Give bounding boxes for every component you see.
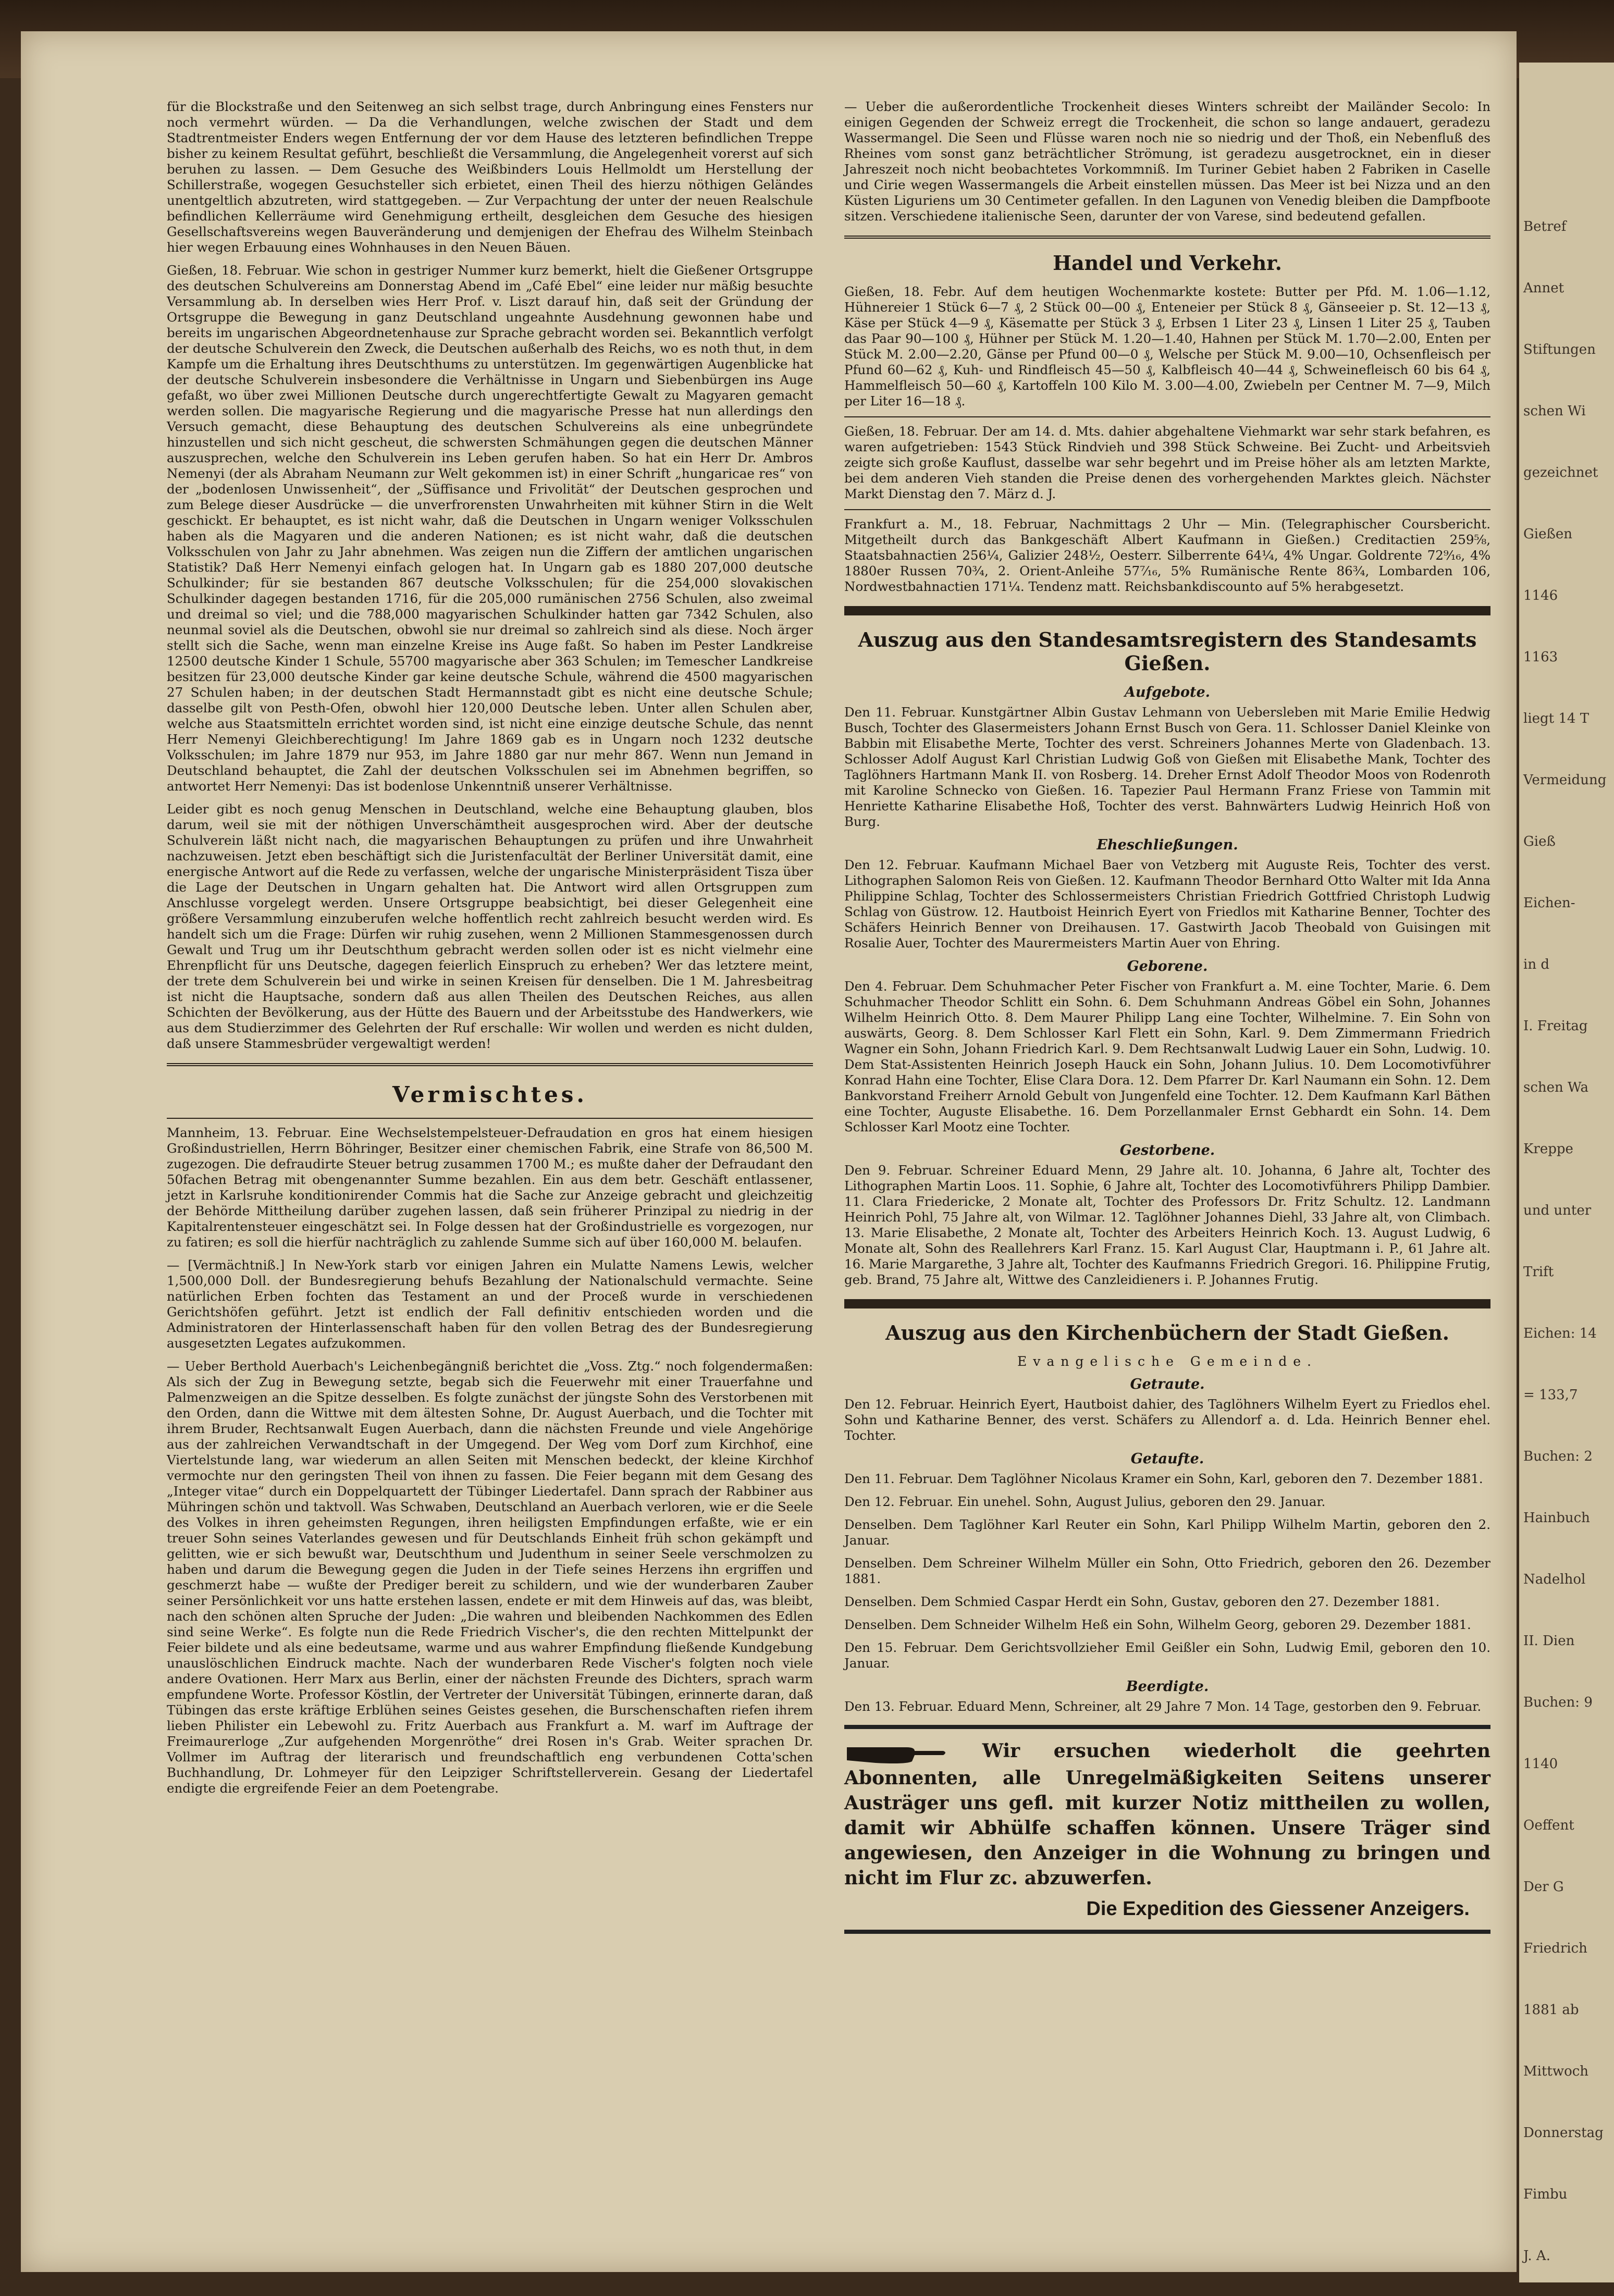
subheading: Beerdigte. [1126,1678,1209,1695]
article-paragraph: Frankfurt a. M., 18. Februar, Nachmittags 2 Uhr — Min. (Telegraphischer Coursbericht. Mitgetheilt durch das Bankgeschäft Albert Kaufmann in Gießen.) Creditactien 259⅝, Staatsbahnactien 256¼, Galizier 248½, Oesterr. Silberrente 64¼, 4% Ungar. Goldrente 72⁹⁄₁₆, 4% 1880er Russen 70¾, 2. Orient-Anleihe 57⁷⁄₁₆, 5% Rumänische Rente 86¾, Lombarden 106, Nordwestbahnactien 171¼. Tendenz matt. Reichsbankdiscounto auf 5% herabgesetzt. [844,516,1490,594]
article-paragraph: Gießen, 18. Febr. Auf dem heutigen Wochenmarkte kostete: Butter per Pfd. M. 1.06—1.12, Hühnereier 1 Stück 6—7 ₰, 2 Stück 00—00 ₰, Enteneier per Stück 8 ₰, Gänseeier p. St. 12—13 ₰, Käse per Stück 4—9 ₰, Käsematte per Stück 3 ₰, Erbsen 1 Liter 23 ₰, Linsen 1 Liter 25 ₰, Tauben das Paar 90—100 ₰, Hühner per Stück M. 1.20—1.40, Hahnen per Stück M. 1.70—2.00, Enten per Stück M. 2.00—2.20, Gänse per Pfund 00—0 ₰, Welsche per Stück M. 9.00—10, Ochsenfleisch per Pfund 60—62 ₰, Kuh- und Rindfleisch 45—50 ₰, Kalbfleisch 40—44 ₰, Schweinefleisch 60 bis 64 ₰, Hammelfleisch 50—60 ₰, Kartoffeln 100 Kilo M. 3.00—4.00, Zwiebeln per Centner M. 7—9, Milch per Liter 16—18 ₰. [844,284,1490,409]
edge-text-fragment: in d [1523,957,1549,972]
edge-text-fragment: Stiftungen [1523,342,1596,357]
article-paragraph: Gießen, 18. Februar. Wie schon in gestriger Nummer kurz bemerkt, hielt die Gießener Ortsgruppe des deutschen Schulvereins am Donnerstag Abend im „Café Ebel“ eine leider nur mäßig besuchte Versammlung ab. In derselben wies Herr Prof. v. Liszt darauf hin, daß seit der Gründung der Ortsgruppe die Bewegung in ganz Deutschland ungeahnte Ausdehnung gewonnen habe und bereits im ungarischen Abgeordnetenhause zur Sprache gebracht worden sei. Bekanntlich verfolgt der deutsche Schulverein den Zweck, die Deutschen außerhalb des Reichs, wo es noth thut, in dem Kampfe um die Erhaltung ihres Deutschthums zu unterstützen. Im gegenwärtigen Augenblicke hat der deutsche Schulverein insbesondere die Verhältnisse in Ungarn und Siebenbürgen ins Auge gefaßt, wo über zwei Millionen Deutsche durch ungerechtfertigte Gewalt zu Magyaren gemacht werden sollen. Die magyarische Regierung und die magyarische Presse hat nun allerdings den Versuch gemacht, diese Behauptung des deutschen Schulvereins als eine unbegründete hinzustellen und sich nicht gescheut, die schwersten Schmähungen gegen die deutschen Männer auszusprechen, welche den Schulverein ins Leben gerufen haben. So hat ein Herr Dr. Ambros Nemenyi (der als Abraham Neumann zur Welt gekommen ist) in einer Schrift „hungaricae res“ von der „bodenlosen Unwissenheit“, der „Süffisance und Frivolität“ der Deutschen gesprochen und zum Belege dieser Ausdrücke — die unverfrorensten Unwahrheiten mit kühner Stirn in die Welt geschickt. Er behauptet, es ist nicht wahr, daß die Deutschen in Ungarn weniger Volksschulen haben als die Magyaren und die anderen Nationen; es ist nicht wahr, daß die deutschen Volksschulen von Jahr zu Jahr abnehmen. Was zeigen nun die Ziffern der amtlichen ungarischen Statistik? Daß Herr Nemenyi einfach gelogen hat. In Ungarn gab es 1880 207,000 deutsche Schulkinder; für sie bestanden 867 deutsche Volksschulen; für die 254,000 slovakischen Schulkinder dagegen bestanden 1716, für die 205,000 rumänischen 2756 Schulen, also zweimal und dreimal so viel; und die 788,000 magyarischen Schulkinder hatten gar 7342 Schulen, also neunmal soviel als die Deutschen, obwohl sie nur dreimal so zahlreich sind als diese. Noch ärger stellt sich die Sache, wenn man einzelne Kreise ins Auge faßt. So haben im Pester Landkreise 12500 deutsche Kinder 1 Schule, 55700 magyarische aber 363 Schulen; im Temescher Landkreise besitzen für 23,000 deutsche Kinder gar keine deutsche Schule, während die 4500 magyarischen 27 Schulen haben; in der deutschen Stadt Hermannstadt gibt es nicht eine deutsche Schule; dasselbe gilt von Pesth-Ofen, obwohl hier 120,000 Deutsche leben. Unter allen Schulen aber, welche aus Staatsmitteln errichtet worden sind, ist nicht eine einzige deutsche Schule, das nennt Herr Nemenyi Gleichberechtigung! Im Jahre 1869 gab es in Ungarn noch 1232 deutsche Volksschulen; im Jahre 1879 nur 953, im Jahre 1880 gar nur mehr 867. Wenn nun Jemand in Deutschland behauptet, die Zahl der deutschen Volksschulen sei im Abnehmen begriffen, so antwortet Herr Nemenyi: Das ist bodenlose Unkenntniß unserer Verhältnisse. [167,263,813,794]
edge-text-fragment: Betref [1523,219,1567,234]
article-paragraph: Den 15. Februar. Dem Gerichtsvollzieher Emil Geißler ein Sohn, Ludwig Emil, geboren den 10. Januar. [844,1640,1490,1671]
divider [167,1063,813,1066]
edge-text-fragment: Eichen: 14 [1523,1326,1597,1341]
article-paragraph: Denselben. Dem Schmied Caspar Herdt ein Sohn, Gustav, geboren den 27. Dezember 1881. [844,1594,1440,1609]
subheading: Aufgebote. [1124,684,1211,700]
article-paragraph: für die Blockstraße und den Seitenweg an sich selbst trage, durch Anbringung eines Fensters nur noch vermehrt würden. — Da die Verhandlungen, welche zwischen der Stadt und dem Stadtrentmeister Enders wegen Entfernung der vor dem Hause des letzteren befindlichen Treppe bisher zu keinem Resultat geführt, beschließt die Versammlung, die Angelegenheit vorerst auf sich beruhen zu lassen. — Dem Gesuche des Weißbinders Louis Hellmoldt um Herstellung der Schillerstraße, wogegen Gesuchsteller sich erbietet, einen Theil des hierzu nöthigen Geländes unentgeltlich abzutreten, wird stattgegeben. — Zur Verpachtung der unter der neuen Realschule befindlichen Kellerräume wird Genehmigung ertheilt, desgleichen dem Gesuche des hiesigen Gesellschaftsvereins wegen Bauveränderung und demjenigen der Ehefrau des Wilhelm Steinbach hier wegen Erbauung eines Wohnhauses in den Neuen Bäuen. [167,99,813,255]
edge-text-fragment: gezeichnet [1523,465,1598,480]
edge-text-fragment: Nadelhol [1523,1572,1586,1587]
article-paragraph: Leider gibt es noch genug Menschen in Deutschland, welche eine Behauptung glauben, blos darum, weil sie mit der nöthigen Unverschämtheit ausgesprochen wird. Aber der deutsche Schulverein läßt nicht nach, die magyarischen Behauptungen zu prüfen und ihre Unwahrheit nachzuweisen. Jetzt eben beschäftigt sich die Juristenfacultät der Berliner Universität damit, eine energische Antwort auf die Rede zu verfassen, welche der ungarische Ministerpräsident Tisza über die Lage der Deutschen in Ungarn gehalten hat. Die Antwort wird allen Ortsgruppen zum Anschlusse vorgelegt werden. Unsere Ortsgruppe beabsichtigt, bei dieser Gelegenheit eine größere Versammlung einzuberufen welche hoffentlich recht zahlreich besucht werden wird. Es handelt sich um die Frage: Dürfen wir ruhig zusehen, wenn 2 Millionen Stammesgenossen durch Gewalt und Trug um ihr Deutschthum gebracht werden sollen oder ist es nicht vielmehr eine Ehrenpflicht für uns Deutsche, dagegen feierlich Einspruch zu erheben? Wer das letztere meint, der trete dem Schulverein bei und wirke in seinen Kreisen für denselben. Die 1 M. Jahresbeitrag ist nicht die Hauptsache, sondern daß aus allen Theilen des Deutschen Reiches, aus allen Schichten der Bevölkerung, aus der Hütte des Bauern und der Arbeitsstube des Handwerkers, wie aus dem Studierzimmer des Gelehrten der Ruf erschalle: Wir wollen und werden es nicht dulden, daß unsere Stammesbrüder vergewaltigt werden! [167,801,813,1051]
article-paragraph: Den 12. Februar. Ein unehel. Sohn, August Julius, geboren den 29. Januar. [844,1494,1326,1509]
edge-text-fragment: Trift [1523,1264,1554,1280]
left-column [167,99,813,1804]
notice-signature: Die Expedition des Giessener Anzeigers. [1086,1898,1470,1920]
article-paragraph: Gießen, 18. Februar. Der am 14. d. Mts. dahier abgehaltene Viehmarkt war sehr stark befahren, es waren aufgetrieben: 1543 Stück Rindvieh und 398 Stück Schweine. Bei Zucht- und Arbeitsvieh zeigte sich große Kauflust, dasselbe war sehr begehrt und im Preise höher als am letzten Markte, bei dem anderen Vieh standen die Preise denen des vorhergehenden Marktes gleich. Nächster Markt Dienstag den 7. März d. J. [844,424,1490,501]
edge-text-fragment: II. Dien [1523,1633,1575,1649]
article-paragraph: Den 12. Februar. Heinrich Eyert, Hautboist dahier, des Taglöhners Wilhelm Eyert zu Friedlos ehel. Sohn und Katharine Benner, des verst. Schäfers zu Allendorf a. d. Lda. Heinrich Benner ehel. Tochter. [844,1397,1490,1443]
edge-text-fragment: Buchen: 9 [1523,1695,1593,1710]
article-paragraph: Denselben. Dem Schreiner Wilhelm Müller ein Sohn, Otto Friedrich, geboren den 26. Dezember 1881. [844,1556,1490,1586]
article-paragraph: Den 4. Februar. Dem Schuhmacher Peter Fischer von Frankfurt a. M. eine Tochter, Marie. 6. Dem Schuhmacher Theodor Schlitt ein Sohn. 6. Dem Schuhmann Andreas Göbel ein Sohn, Johannes Wilhelm Heinrich Otto. 8. Dem Maurer Philipp Lang eine Tochter, Wilhelmine. 7. Ein Sohn von auswärts, Georg. 8. Dem Schlosser Karl Flett ein Sohn, Karl. 9. Dem Zimmermann Friedrich Wagner ein Sohn, Johann Friedrich Karl. 9. Dem Rechtsanwalt Ludwig Lauer ein Sohn, Ludwig. 10. Dem Stat-Assistenten Heinrich Joseph Hauck ein Sohn, Johann Julius. 10. Dem Locomotivführer Konrad Hahn eine Tochter, Elise Clara Dora. 12. Dem Pfarrer Dr. Karl Naumann ein Sohn. 12. Dem Bankvorstand Freiherr Arnold Gebult von Jungenfeld eine Tochter. 12. Dem Kaufmann Karl Bäthen eine Tochter, Auguste Elisabethe. 16. Dem Porzellanmaler Ernst Gebhardt ein Sohn. 14. Dem Schlosser Karl Mootz eine Tochter. [844,979,1490,1134]
divider [844,236,1490,239]
edge-text-fragment: 1146 [1523,588,1558,603]
edge-text-fragment: und unter [1523,1203,1592,1218]
subheading: Evangelische Gemeinde. [1017,1354,1317,1369]
article-paragraph: Denselben. Dem Schneider Wilhelm Heß ein Sohn, Wilhelm Georg, geboren 29. Dezember 1881. [844,1617,1471,1632]
edge-text-fragment: schen Wa [1523,1080,1589,1095]
divider-bar [844,606,1490,615]
article-paragraph: Den 13. Februar. Eduard Menn, Schreiner, alt 29 Jahre 7 Mon. 14 Tage, gestorben den 9. Februar. [844,1699,1482,1714]
edge-text-fragment: liegt 14 T [1523,711,1590,726]
edge-text-fragment: Fimbu [1523,2187,1568,2202]
divider [844,416,1490,417]
section-heading-standesamt: Auszug aus den Standesamtsregistern des Standesamts Gießen. [858,628,1477,675]
edge-text-fragment: = 133,7 [1523,1387,1578,1403]
edge-text-fragment: Vermeidung [1523,772,1607,788]
edge-text-fragment: schen Wi [1523,403,1586,419]
article-paragraph: Den 11. Februar. Dem Taglöhner Nicolaus Kramer ein Sohn, Karl, geboren den 7. Dezember 1881. [844,1471,1483,1486]
divider [844,509,1490,510]
edge-text-fragment: I. Freitag [1523,1018,1588,1034]
edge-text-fragment: Oeffent [1523,1818,1574,1833]
pointing-hand-icon [844,1739,948,1766]
subheading: Geborene. [1127,958,1208,974]
edge-text-fragment: Hainbuch [1523,1510,1590,1526]
edge-text-fragment: 1140 [1523,1756,1558,1772]
edge-text-fragment: Donnerstag [1523,2125,1604,2141]
section-heading-handel: Handel und Verkehr. [1053,251,1282,275]
subheading: Getraute. [1130,1376,1205,1392]
edge-text-fragment: 1163 [1523,649,1558,665]
subheading: Getaufte. [1130,1451,1204,1467]
edge-text-fragment: Der G [1523,1879,1564,1895]
divider [167,1118,813,1119]
edge-text-fragment: Gießen [1523,526,1572,542]
right-column [844,99,1490,1934]
edge-text-fragment: 1881 ab [1523,2002,1579,2018]
article-paragraph: Den 11. Februar. Kunstgärtner Albin Gustav Lehmann von Uebersleben mit Marie Emilie Hedwig Busch, Tochter des Glasermeisters Johann Ernst Busch von Gera. 11. Schlosser Daniel Kleinke von Babbin mit Elisabethe Merte, Tochter des verst. Schreiners Johannes Merte von Gladenbach. 13. Schlosser Adolf August Karl Christian Ludwig Goß von Gießen mit Elisabethe Mank, Tochter des Taglöhners Hartmann Mank II. von Rosberg. 14. Dreher Ernst Adolf Theodor Moos von Rodenroth mit Karoline Schnecko von Gießen. 16. Tapezier Paul Hermann Franz Friese von Tammin mit Henriette Katharine Elisabethe Hoß, Tochter des verst. Bahnwärters Ludwig Heinrich Hoß von Burg. [844,705,1490,829]
article-paragraph: Den 9. Februar. Schreiner Eduard Menn, 29 Jahre alt. 10. Johanna, 6 Jahre alt, Tochter des Lithographen Martin Loos. 11. Sophie, 6 Jahre alt, Tochter des Locomotivführers Philipp Dambier. 11. Clara Friedericke, 2 Monate alt, Tochter des Professors Dr. Fritz Schultz. 12. Landmann Heinrich Pohl, 75 Jahre alt, von Wilmar. 12. Taglöhner Johannes Diehl, 33 Jahre alt, von Climbach. 13. Marie Elisabethe, 2 Monate alt, Tochter des Arbeiters Heinrich Koch. 13. August Ludwig, 6 Monate alt, Sohn des Reallehrers Karl Franz. 15. Karl August Clar, Hauptmann i. P., 61 Jahre alt. 16. Marie Margarethe, 3 Jahre alt, Tochter des Kaufmanns Friedrich Gregori. 16. Philippine Frutig, geb. Brand, 75 Jahre alt, Wittwe des Canzleidieners i. P. Johannes Frutig. [844,1163,1490,1287]
article-paragraph: — [Vermächtniß.] In New-York starb vor einigen Jahren ein Mulatte Namens Lewis, welcher 1,500,000 Doll. der Bundesregierung behufs Bezahlung der Nationalschuld vermachte. Seine natürlichen Erben fochten das Testament an und der Proceß wurde in verschiedenen Gerichtshöfen geführt. Jetzt ist endlich der Fall definitiv entschieden worden und die Administratoren der Hinterlassenschaft haben für den vollen Betrag des der Bundesregierung ausgesetzten Legates aufzukommen. [167,1257,813,1351]
article-paragraph: — Ueber die außerordentliche Trockenheit dieses Winters schreibt der Mailänder Secolo: In einigen Gegenden der Schweiz erregt die Trockenheit, die schon so lange andauert, geradezu Wassermangel. Die Seen und Flüsse waren noch nie so niedrig und der Thoß, ein Nebenfluß des Rheines vom sonst ganz beträchtlicher Strömung, ist geradezu ausgetrocknet, ein in dieser Jahreszeit noch nicht beobachtetes Vorkommniß. Im Turiner Gebiet haben 2 Fabriken in Caselle und Cirie wegen Wassermangels die Arbeit einstellen müssen. Das Meer ist bei Nizza und an den Küsten Liguriens um 30 Centimeter gefallen. In den Lagunen von Venedig bleiben die Dampfboote sitzen. Verschiedene italienische Seen, darunter der von Varese, sind bedeutend gefallen. [844,99,1490,224]
edge-text-fragment: Mittwoch [1523,2064,1589,2079]
edge-text-fragment: Friedrich [1523,1941,1587,1956]
subheading: Eheschließungen. [1096,837,1238,853]
edge-text-fragment: J. A. [1523,2248,1550,2264]
edge-text-fragment: Eichen- [1523,895,1575,911]
edge-text-fragment: Annet [1523,280,1564,296]
section-heading-kirchen: Auszug aus den Kirchenbüchern der Stadt Gießen. [885,1321,1449,1344]
adjacent-page-edge [1519,63,1614,2282]
divider-bar [844,1299,1490,1309]
expedition-notice [844,1725,1490,1934]
subheading: Gestorbene. [1119,1142,1215,1158]
article-paragraph: Den 12. Februar. Kaufmann Michael Baer von Vetzberg mit Auguste Reis, Tochter des verst. Lithographen Salomon Reis von Gießen. 12. Kaufmann Theodor Bernhard Otto Walter mit Ida Anna Philippine Schlag, Tochter des Schlossermeisters Christian Friedrich Gottfried Christoph Ludwig Schlag von Güstrow. 12. Hautboist Heinrich Eyert von Friedlos mit Katharine Benner, Tochter des Schäfers Heinrich Benner von Dreihausen. 17. Gastwirth Jacob Theobald von Guisingen mit Rosalie Auer, Tochter des Maurermeisters Martin Auer von Ehring. [844,857,1490,951]
edge-text-fragment: Buchen: 2 [1523,1449,1593,1464]
section-heading-vermischtes: Vermischtes. [392,1082,588,1107]
article-paragraph: Mannheim, 13. Februar. Eine Wechselstempelsteuer-Defraudation en gros hat einem hiesigen Großindustriellen, Herrn Böhringer, Besitzer einer chemischen Fabrik, eine Strafe von 86,500 M. zugezogen. Die defraudirte Steuer betrug zusammen 1700 M.; es mußte daher der Defraudant den 50fachen Betrag mit obengenannter Summe bezahlen. Ein aus dem betr. Geschäft entlassener, jetzt in Karlsruhe konditionirender Commis hat die Sache zur Anzeige gebracht und gleichzeitig der Behörde Mittheilung darüber zugehen lassen, daß sein früherer Prinzipal zu niedrig in der Kapitalrentensteuer eingeschätzt sei. In Folge dessen hat der Großindustrielle es vorgezogen, nur zu fatiren; es soll die hierfür nachträglich zu zahlende Summe sich auf über 160,000 M. belaufen. [167,1125,813,1250]
article-paragraph: — Ueber Berthold Auerbach's Leichenbegängniß berichtet die „Voss. Ztg.“ noch folgendermaßen: Als sich der Zug in Bewegung setzte, begab sich die Feuerwehr mit einer Trauerfahne und Palmenzweigen an die Spitze desselben. Es folgte zunächst der jüngste Sohn des Verstorbenen mit den Orden, dann die Wittwe mit dem ältesten Sohne, Dr. August Auerbach, und die Tochter mit ihrem Bruder, Rechtsanwalt Eugen Auerbach, dann die nächsten Freunde und viele Angehörige aus der zahlreichen Verwandtschaft in der Umgegend. Der Weg vom Dorf zum Kirchhof, eine Viertelstunde lang, war wiederum an allen Seiten mit Menschen bedeckt, der kleine Kirchhof vermochte nur den geringsten Theil von ihnen zu fassen. Die Feier begann mit dem Gesang des „Integer vitae“ durch ein Doppelquartett der Tübinger Liedertafel. Dann sprach der Rabbiner aus Mühringen schön und taktvoll. Was Schwaben, Deutschland an Auerbach verloren, wie er die Seele des Volkes in ihren geheimsten Regungen, ihren heiligsten Empfindungen erfaßte, wie er ein treuer Sohn seines Vaterlandes gewesen und für Deutschlands Einheit früh schon gekämpft und gelitten, wie er sich bewußt war, Deutschthum und Judenthum in seiner Seele verschmolzen zu haben und darum die Bewegung gegen die Juden in der Tiefe seines Herzens ihn ergriffen und geschmerzt habe — wußte der Prediger bereit zu schildern, und wie der wunderbaren Zauber seiner Persönlichkeit vor uns hatte erstehen lassen, endete er mit dem Hinweis auf das, was bleibt, nach den schönen alten Spruche der Juden: „Die wahren und bleibenden Nachkommen des Edlen sind seine Werke“. Es folgte nun die Rede Friedrich Vischer's, die den rechten Mittelpunkt der Feier bildete und als eine bedeutsame, warme und aus wahrer Empfindung fließende Kundgebung unauslöschlichen Eindruck machte. Nach der wunderbaren Rede Vischer's folgten noch viele andere Ovationen. Herr Marx aus Berlin, einer der nächsten Freunde des Dichters, sprach warm empfundene Worte. Professor Köstlin, der Vertreter der Universität Tübingen, erinnerte daran, daß Tübingen das erste kräftige Erblühen seines Geistes gesehen, die Burschenschaften riefen ihrem lieben Philister ein Lebewohl zu. Fritz Auerbach aus Frankfurt a. M. warf im Auftrage der Freimaurerloge „Zur aufgehenden Morgenröthe“ drei Rosen in's Grab. Weiter sprachen Dr. Vollmer im Auftrag der literarisch und freundschaftlich eng verbundenen Cotta'schen Buchhandlung, Dr. Lohmeyer für den Leipziger Schriftstellerverein. Gesang der Liedertafel endigte die ergreifende Feier an dem Poetengrabe. [167,1359,813,1796]
article-paragraph: Denselben. Dem Taglöhner Karl Reuter ein Sohn, Karl Philipp Wilhelm Martin, geboren den 2. Januar. [844,1517,1490,1548]
edge-text-fragment: Gieß [1523,834,1556,849]
notice-text: Wir ersuchen wiederholt die geehrten Abonnenten, alle Unregelmäßigkeiten Seitens unserer Austräger uns gefl. mit kurzer Notiz mittheilen zu wollen, damit wir Abhülfe schaffen können. Unsere Träger sind angewiesen, den Anzeiger in die Wohnung zu bringen und nicht im Flur zc. abzuwerfen. [844,1740,1490,1889]
edge-text-fragment: Kreppe [1523,1141,1573,1157]
